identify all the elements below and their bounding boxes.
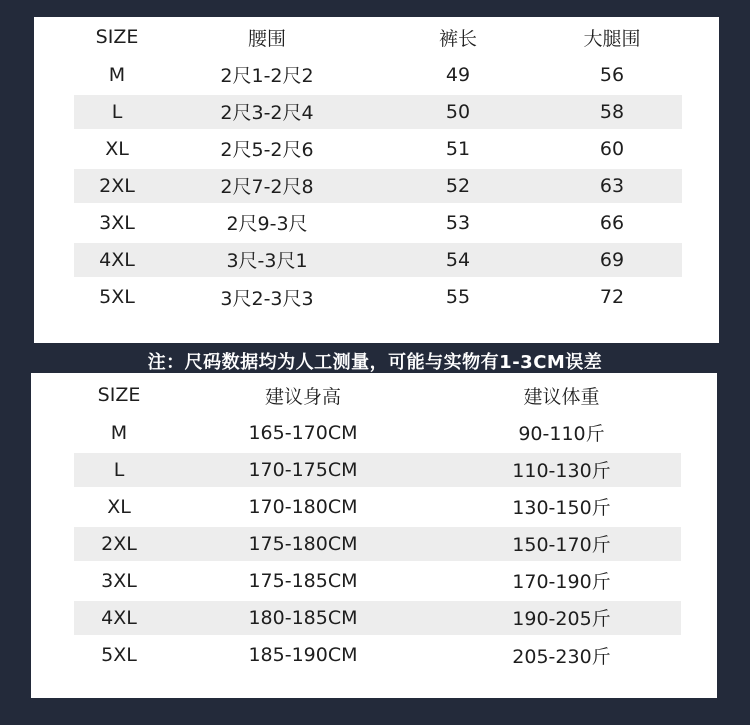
cell-thigh: 58 <box>542 93 682 130</box>
table-row <box>74 204 682 241</box>
cell-size: 3XL <box>74 562 164 599</box>
cell-weight: 90-110斤 <box>442 414 681 451</box>
cell-thigh: 56 <box>542 56 682 93</box>
cell-length: 51 <box>374 130 542 167</box>
cell-weight: 190-205斤 <box>442 599 681 636</box>
cell-waist: 2尺1-2尺2 <box>160 56 374 93</box>
cell-length: 54 <box>374 241 542 278</box>
table-row <box>74 488 681 525</box>
cell-waist: 2尺9-3尺 <box>160 204 374 241</box>
cell-waist: 2尺3-2尺4 <box>160 93 374 130</box>
cell-size: L <box>74 451 164 488</box>
cell-thigh: 69 <box>542 241 682 278</box>
cell-size: 2XL <box>74 525 164 562</box>
cell-height: 185-190CM <box>164 636 442 673</box>
cell-length: 50 <box>374 93 542 130</box>
cell-height: 165-170CM <box>164 414 442 451</box>
cell-size: 4XL <box>74 599 164 636</box>
cell-length: 55 <box>374 278 542 315</box>
cell-thigh: 72 <box>542 278 682 315</box>
cell-size: 5XL <box>74 636 164 673</box>
cell-waist: 2尺5-2尺6 <box>160 130 374 167</box>
table-row <box>74 636 681 673</box>
cell-height: 175-185CM <box>164 562 442 599</box>
cell-length: 49 <box>374 56 542 93</box>
header-thigh: 大腿围 <box>542 20 682 56</box>
table-row <box>74 167 682 204</box>
cell-thigh: 66 <box>542 204 682 241</box>
cell-size: M <box>74 414 164 451</box>
size-recommendation-table <box>74 378 681 673</box>
size-measurement-table <box>74 20 682 315</box>
cell-weight: 170-190斤 <box>442 562 681 599</box>
cell-size: 4XL <box>74 241 160 278</box>
cell-size: XL <box>74 488 164 525</box>
cell-weight: 110-130斤 <box>442 451 681 488</box>
header-waist: 腰围 <box>160 20 374 56</box>
table-row <box>74 599 681 636</box>
cell-waist: 2尺7-2尺8 <box>160 167 374 204</box>
table-header-row <box>74 378 681 414</box>
cell-weight: 130-150斤 <box>442 488 681 525</box>
cell-weight: 150-170斤 <box>442 525 681 562</box>
size-chart-panel-top <box>34 17 719 343</box>
cell-thigh: 63 <box>542 167 682 204</box>
table-row <box>74 130 682 167</box>
cell-weight: 205-230斤 <box>442 636 681 673</box>
header-size: SIZE <box>74 20 160 56</box>
cell-size: 5XL <box>74 278 160 315</box>
cell-height: 170-175CM <box>164 451 442 488</box>
header-length: 裤长 <box>374 20 542 56</box>
measurement-note: 注：尺码数据均为人工测量，可能与实物有1-3CM误差 <box>147 352 603 373</box>
table-header-row <box>74 20 682 56</box>
cell-height: 180-185CM <box>164 599 442 636</box>
table-row <box>74 56 682 93</box>
table-row <box>74 93 682 130</box>
cell-size: 3XL <box>74 204 160 241</box>
header-weight: 建议体重 <box>442 378 681 414</box>
cell-height: 175-180CM <box>164 525 442 562</box>
header-size: SIZE <box>74 378 164 414</box>
table-row <box>74 278 682 315</box>
size-chart-panel-bottom <box>31 373 717 698</box>
table-row <box>74 241 682 278</box>
cell-height: 170-180CM <box>164 488 442 525</box>
table-row <box>74 525 681 562</box>
header-height: 建议身高 <box>164 378 442 414</box>
cell-size: 2XL <box>74 167 160 204</box>
cell-thigh: 60 <box>542 130 682 167</box>
cell-waist: 3尺-3尺1 <box>160 241 374 278</box>
table-row <box>74 414 681 451</box>
cell-size: M <box>74 56 160 93</box>
cell-length: 52 <box>374 167 542 204</box>
table-row <box>74 562 681 599</box>
cell-size: L <box>74 93 160 130</box>
cell-waist: 3尺2-3尺3 <box>160 278 374 315</box>
cell-size: XL <box>74 130 160 167</box>
table-row <box>74 451 681 488</box>
cell-length: 53 <box>374 204 542 241</box>
